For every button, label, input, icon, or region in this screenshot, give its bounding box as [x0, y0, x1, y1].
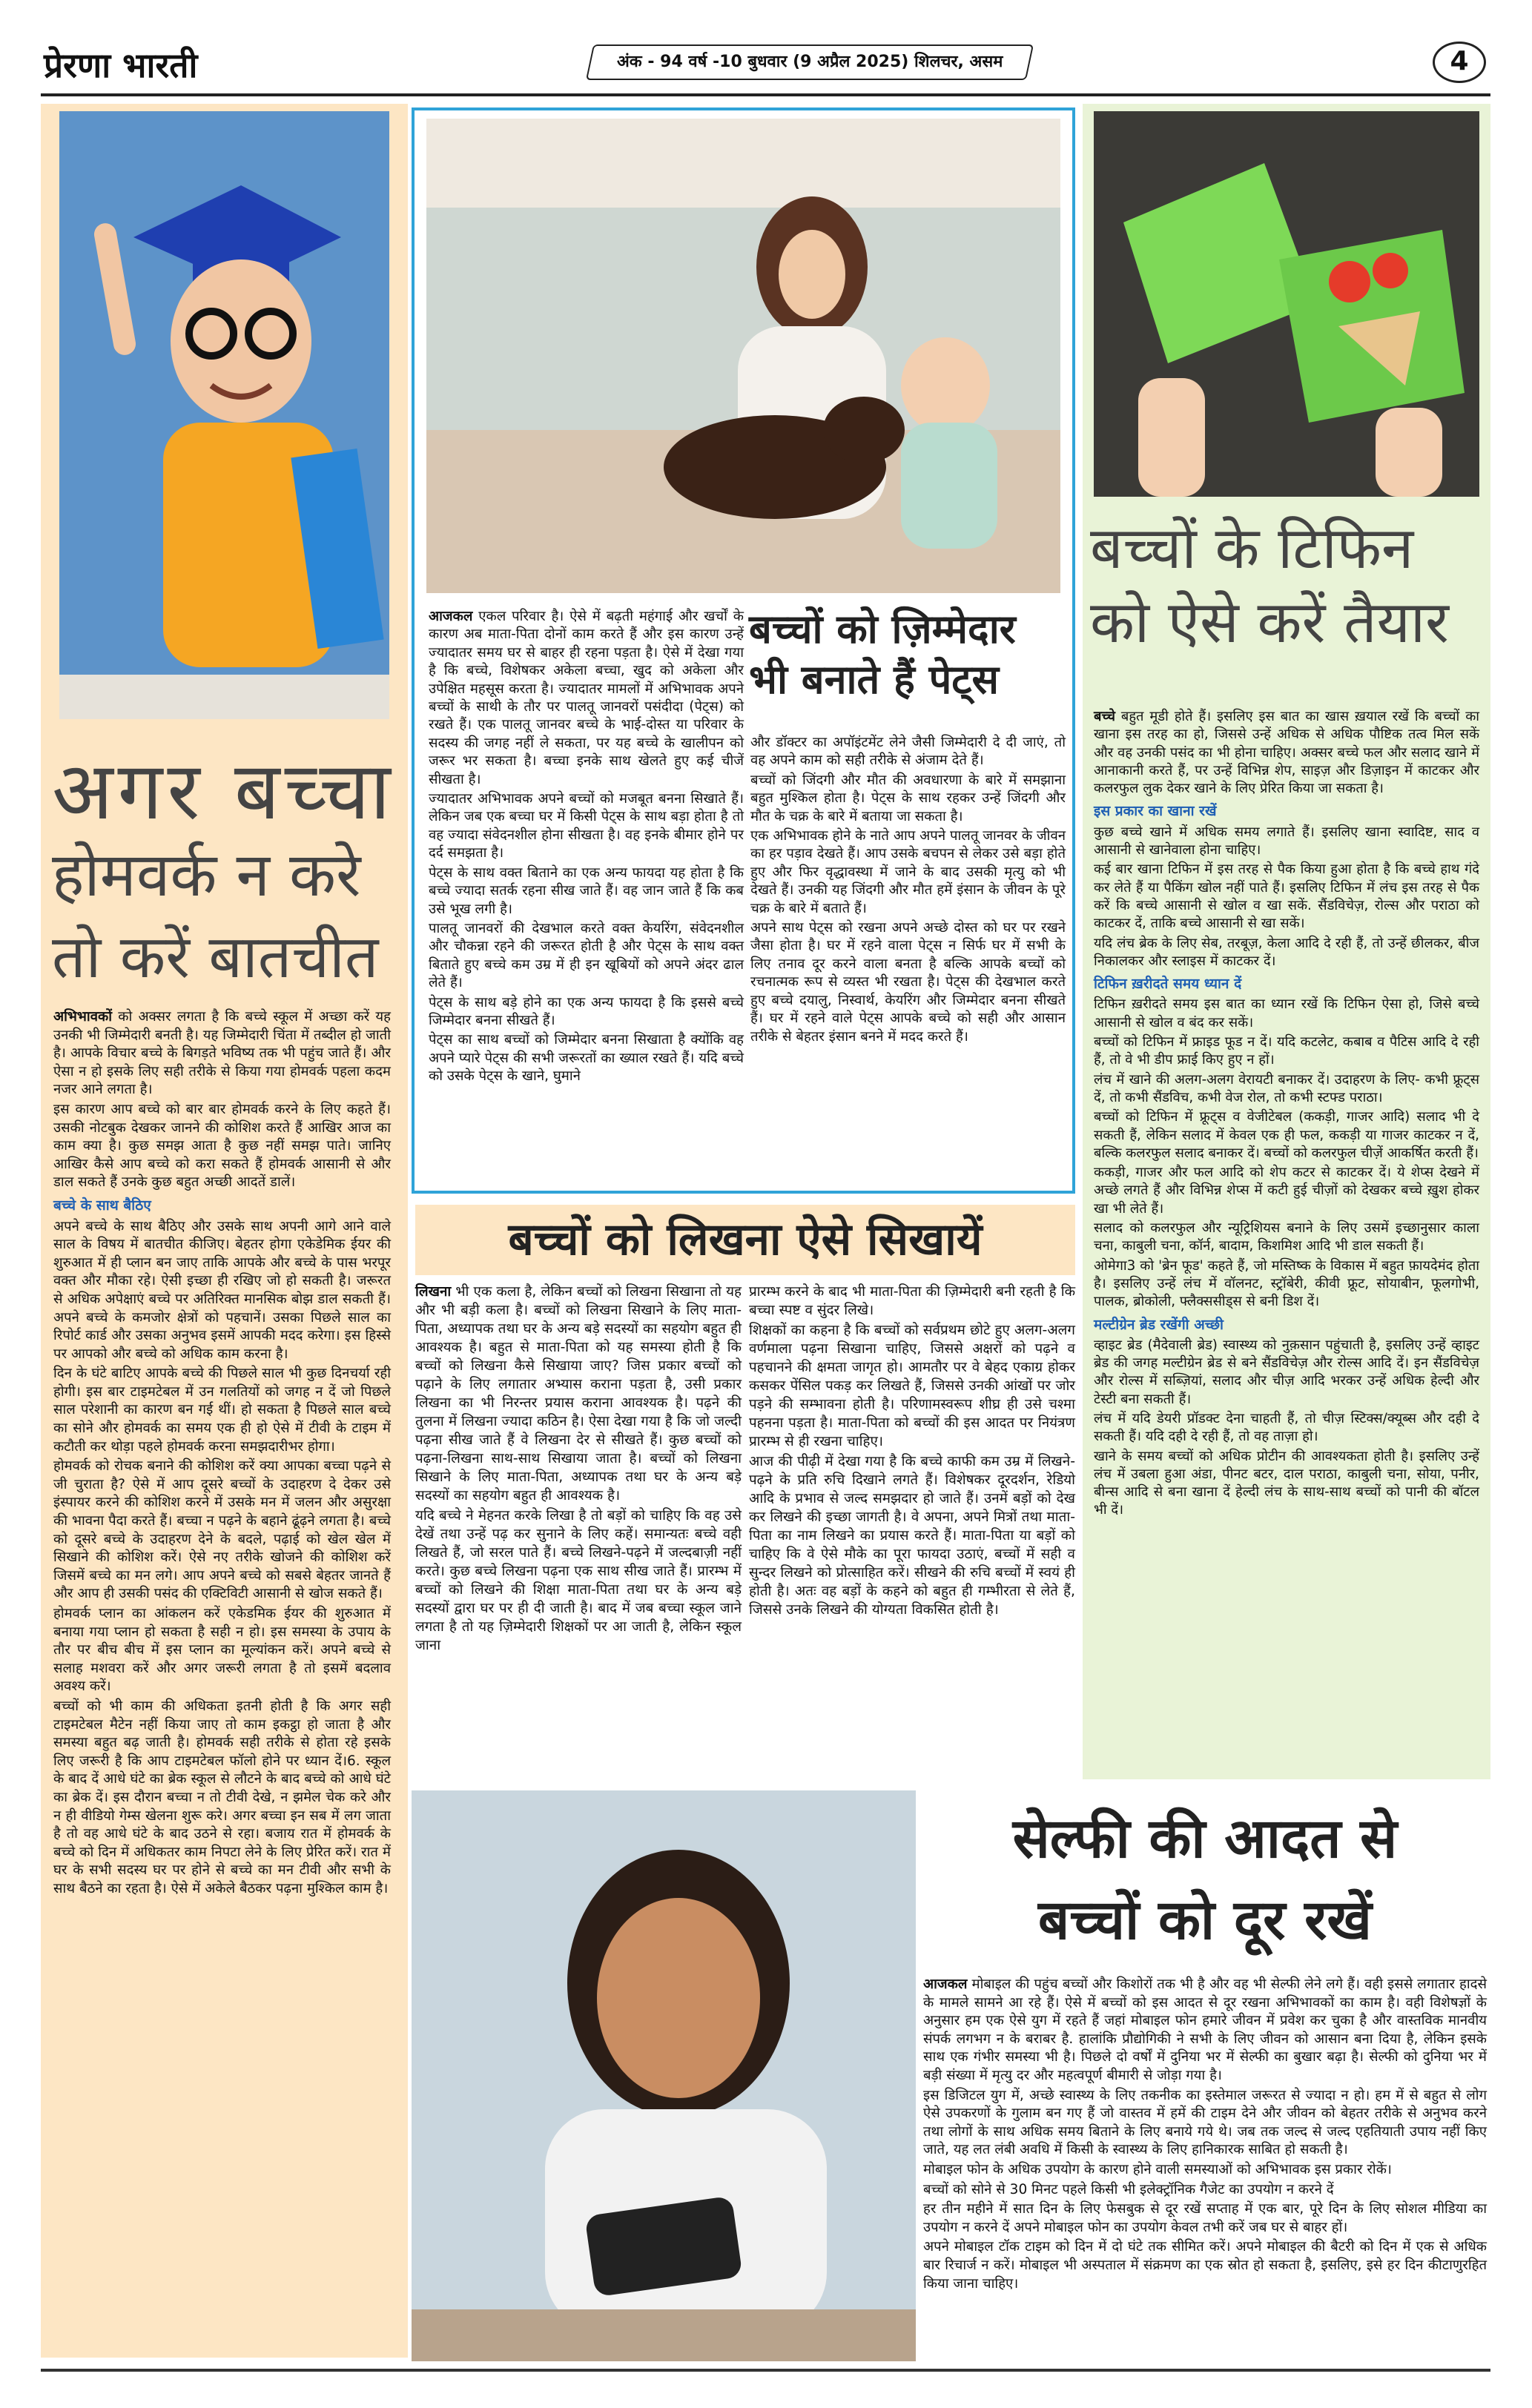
homework-headline-line-3: तो करें बातचीत	[52, 922, 379, 991]
masthead	[41, 37, 1490, 96]
issue-info: अंक - 94 वर्ष -10 बुधवार (9 अप्रैल 2025) शिलचर, असम	[586, 44, 1034, 80]
tiffin-box-photo	[1094, 111, 1479, 497]
homework-lead-word: अभिभावकों	[53, 1009, 113, 1025]
tiffin-subhead-1: इस प्रकार का खाना रखें	[1094, 803, 1217, 820]
homework-headline-line-1: अगर बच्चा	[52, 745, 395, 838]
homework-headline-line-2: होमवर्क न करे	[52, 840, 361, 910]
newspaper-title: प्रेरणा भारती	[44, 45, 198, 85]
graduate-boy-photo	[59, 111, 389, 719]
selfie-headline-line-2: बच्चों को दूर रखें	[1038, 1888, 1372, 1952]
pets-headline-line-2: भी बनाते हैं पेट्स	[749, 656, 999, 703]
tiffin-illustration	[1094, 111, 1479, 497]
tiffin-body: बच्चे बहुत मूडी होते हैं। इसलिए इस बात का खास ख़याल रखें कि बच्चों का खाना इस तरह का हो, जिससे उन्हें अधिक से अधिक पौष्टिक तत्व मिल सकें और वह उनकी पसंद का भी होना चाहिए। अक्सर बच्चे फल और सलाद खाने में आनाकानी करते हैं, पर उन्हें विभिन्न शेप, साइज़ और डिज़ाइन में काटकर और कलरफुल लुक देकर खाने के लिए प्रेरित किया जा सकता है। इस प्रकार का खाना रखें कुछ बच्चे खाने में अधिक समय लगाते हैं। इसलिए खाना स्वादिष्ट, साद व आसानी से खानेवाला होना चाहिए। कई बार खाना टिफिन में इस तरह से पैक किया हुआ होता है कि बच्चे हाथ गंदे कर लेते हैं या पैकिंग खोल नहीं पाते हैं। इसलिए टिफिन में लंच इस तरह से पैक करें कि बच्चे आसानी से खोल व खा सकें. सैंडविचेज़, रोल्स और पराठा को काटकर दें, ताकि बच्चे आसानी से खा सकें। यदि लंच ब्रेक के लिए सेब, तरबूज़, केला आदि दे रही हैं, तो उन्हें छीलकर, बीज निकालकर और स्लाइस में काटकर दें। टिफिन ख़रीदते समय ध्यान दें टिफिन ख़रीदते समय इस बात का ध्यान रखें कि टिफिन ऐसा हो, जिसे बच्चे आसानी से खोल व बंद कर सकें। बच्चों को टिफिन में फ्राइड फूड न दें। यदि कटलेट, कबाब व पैटिस आदि दे रही हैं, तो वे भी डीप फ्राई किए हुए न हों। लंच में खाने की अलग-अलग वेरायटी बनाकर दें। उदाहरण के लिए- कभी फ्रूट्स दें, तो कभी सैंडविच, कभी वेज रोल, तो कभी स्टफ्ड पराठा। बच्चों को टिफिन में फ्रूट्स व वेजीटेबल (ककड़ी, गाजर आदि) सलाद भी दे सकती हैं, लेकिन सलाद में केवल एक ही फल, ककड़ी या गाजर काटकर न दें, बल्कि कलरफुल सलाद बनाकर दें। बच्चों को कलरफुल चीज़ें आकर्षित करती हैं। ककड़ी, गाजर और फल आदि को शेप कटर से काटकर दें। ये शेप्स देखने में अच्छे लगते हैं और विभिन्न शेप्स में कटी हुई चीज़ों को देखकर बच्चे ख़ुश होकर खा भी लेते हैं। सलाद को कलरफुल और न्यूट्रिशियस बनाने के लिए उसमें इच्छानुसार काला चना, काबुली चना, कॉर्न, बादाम, किशमिश आदि भी डाल सकती हैं। ओमेगा3 को 'ब्रेन फूड' कहते हैं, जो मस्तिष्क के विकास में बहुत फ़ायदेमंद होता है। इसलिए उन्हें लंच में वॉलनट, स्ट्रॉबेरी, कीवी फ्रूट, सोयाबीन, फूलगोभी, पालक, ब्रोकोली, फ्लैक्ससीड्स से बनी डिश दें। मल्टीग्रेन ब्रेड रखेंगी अच्छी व्हाइट ब्रेड (मैदेवाली ब्रेड) स्वास्थ्य को नुक़सान पहुंचाती है, इसलिए उन्हें व्हाइट ब्रेड की जगह मल्टीग्रेन ब्रेड से बने सैंडविचेज़ और रोल्स आदि दें। इन सैंडविचेज़ और रोल्स में सब्ज़ियां, सलाद और चीज़ आदि भरकर उन्हें अधिक हेल्दी और टेस्टी बना सकती हैं। लंच में यदि डेयरी प्रॉडक्ट देना चाहती हैं, तो चीज़ स्टिक्स/क्यूब्स और दही दे सकती हैं। यदि दही दे रही हैं, तो वह ताज़ा हो। खाने के समय बच्चों को अधिक प्रोटीन की आवश्यकता होती है। इसलिए उन्हें लंच में उबला हुआ अंडा, पीनट बटर, दाल पराठा, काबुली चना, सोया, पनीर, बीन्स आदि से बना खाना दें हेल्दी लंच के साथ-साथ बच्चों को पानी की बॉटल भी दें।	[1094, 709, 1479, 1518]
tiffin-subhead-3: मल्टीग्रेन ब्रेड रखेंगी अच्छी	[1094, 1316, 1224, 1333]
pets-illustration	[426, 119, 1060, 593]
selfie-headline	[919, 1798, 1490, 1961]
writing-headline: बच्चों को लिखना ऐसे सिखायें	[415, 1205, 1075, 1275]
woman-child-dog-photo	[426, 119, 1060, 593]
girl-with-phone-photo	[412, 1790, 916, 2361]
tiffin-subhead-2: टिफिन ख़रीदते समय ध्यान दें	[1094, 976, 1242, 993]
pets-headline-line-1: बच्चों को ज़िम्मेदार	[749, 606, 1016, 652]
tiffin-headline-line-1: बच्चों के टिफिन	[1090, 515, 1414, 582]
selfie-headline-line-1: सेल्फी की आदत से	[1012, 1807, 1398, 1870]
pets-headline	[749, 604, 1068, 705]
selfie-body: आजकल मोबाइल की पहुंच बच्चों और किशोरों तक भी है और वह भी सेल्फी लेने लगे हैं। वही इससे लगातार हादसे के मामले सामने आ रहे हैं। ऐसे में बच्चों को इस आदत से दूर रखना अभिभावकों का काम है। वही विशेषज्ञों के अनुसार हम एक ऐसे युग में रहते हैं जहां मोबाइल फोन हमारे जीवन में प्रवेश कर चुका है और वास्तविक मानवीय संपर्क लगभग न के बराबर है. हालांकि प्रौद्योगिकी ने सभी के लिए जीवन को आसान बना दिया है, लेकिन इसके साथ एक गंभीर समस्या भी है। पिछले दो वर्षों में दुनिया भर में सेल्फी का बुखार बढ़ा है। सेल्फी को दुनिया भर में बड़ी संख्या में मृत्यु दर और महत्वपूर्ण बीमारी से जोड़ा गया है। इस डिजिटल युग में, अच्छे स्वास्थ्य के लिए तकनीक का इस्तेमाल जरूरत से ज्यादा न हो। हम में से बहुत से लोग ऐसे उपकरणों के गुलाम बन गए हैं जो वास्तव में हमें की टाइम देने और जीवन को बेहतर तरीके से अनुभव करने तथा लोगों के साथ अधिक समय बिताने के लिए बनाये गये थे। जब तक जल्द से जल्द एहतियाती उपाय नहीं किए जाते, यह लत लंबी अवधि में किसी के स्वास्थ्य के लिए हानिकारक साबित हो सकती है। मोबाइल फोन के अधिक उपयोग के कारण होने वाली समस्याओं को अभिभावक इस प्रकार रोकें। बच्चों को सोने से 30 मिनट पहले किसी भी इलेक्ट्रॉनिक गैजेट का उपयोग न करने दें हर तीन महीने में सात दिन के लिए फेसबुक से दूर रखें सप्ताह में एक बार, पूरे दिन के लिए सोशल मीडिया का उपयोग न करने दें अपने मोबाइल फोन का उपयोग केवल तभी करें जब घर से बाहर हों। अपने मोबाइल टॉक टाइम को दिन में दो घंटे तक सीमित करें। अपने मोबाइल की बैटरी को दिन में एक से अधिक बार रिचार्ज न करें। मोबाइल भी अस्पताल में संक्रमण का एक स्रोत हो सकता है, इसलिए, इसे हर दिन कीटाणुरहित किया जाना चाहिए।	[923, 1977, 1487, 2292]
writing-body-col1: लिखना भी एक कला है, लेकिन बच्चों को लिखना सिखाना तो यह और भी बड़ी कला है। बच्चों को लिखना सिखाने के लिए माता-पिता, अध्यापक तथा घर के अन्य बड़े सदस्यों का सहयोग बहुत ही आवश्यक है। बहुत से माता-पिता को यह समस्या होती है कि बच्चों को लिखना कैसे सिखाया जाए? जिस प्रकार बच्चों को पढ़ाने के लिए लगातार अभ्यास कराना पड़ता है, उसी प्रकार लिखना का भी निरन्तर प्रयास कराना आवश्यक है। पढ़ने की तुलना में लिखना ज्यादा कठिन है। ऐसा देखा गया है कि जो जल्दी पढ़ना सीख जाते हैं वे लिखना देर से सीखते हैं। कुछ बच्चों को पढ़ना-लिखना साथ-साथ सिखाया जाता है। बच्चों को लिखना सिखाने के लिए माता-पिता, अध्यापक तथा घर के अन्य बड़े सदस्यों का सहयोग बहुत ही आवश्यक है। यदि बच्चे ने मेहनत करके लिखा है तो बड़ों को चाहिए कि वह उसे देखें तथा उन्हें पढ़ कर सुनाने के लिए कहें। समान्यतः बच्चे वही लिखते हैं, जो सरल पाते हैं। बच्चे लिखने-पढ़ने में जल्दबाज़ी नहीं करते। कुछ बच्चे लिखना पढ़ना एक साथ सीख जाते हैं। प्रारम्भ में बच्चों को लिखने की शिक्षा माता-पिता तथा घर के अन्य बड़े सदस्यों द्वारा घर पर ही दी जाती है। बाद में जब बच्चा स्कूल जाने लगता है तो यह ज़िम्मेदारी शिक्षकों पर आ जाती है, लेकिन स्कूल जाना	[415, 1284, 742, 1653]
writing-body-col2: प्रारम्भ करने के बाद भी माता-पिता की ज़िम्मेदारी बनी रहती है कि बच्चा स्पष्ट व सुंदर लिखे। शिक्षकों का कहना है कि बच्चों को सर्वप्रथम छोटे हुए अलग-अलग वर्णमाला पढ़ना सिखाना चाहिए, जिससे अक्षरों को पढ़ने व पहचानने की क्षमता जागृत हो। आमतौर पर वे बेहद एकाग्र होकर कसकर पेंसिल पकड़ कर लिखते हैं, जिससे उनकी आंखों पर जोर पड़ने की सम्भावना होती है। परिणामस्वरूप शीघ्र ही उसे चश्मा पहनना पड़ता है। माता-पिता को बच्चों की इस आदत पर नियंत्रण प्रारम्भ से ही रखना चाहिए। आज की पीढ़ी में देखा गया है कि बच्चे काफी कम उम्र में लिखने-पढ़ने के प्रति रुचि दिखाने लगते हैं। विशेषकर दूरदर्शन, रेडियो आदि के प्रभाव से जल्द समझदार हो जाते हैं। उनमें बड़ों को देख कर लिखने की इच्छा जागती है। वे अपना, अपने मित्रों तथा माता-पिता का नाम लिखने का प्रयास करते हैं। माता-पिता या बड़ों को चाहिए कि वे ऐसे मौके का पूरा फायदा उठाएं, बच्चों में सही व सुन्दर लिखने को प्रोत्साहित करें। सीखने की रुचि बच्चों में स्वयं ही होती है। अतः वह बड़ों के कहने को बहुत ही गम्भीरता से लेते हैं, जिससे उनके लिखने की योग्यता विकसित होती है।	[749, 1284, 1075, 1618]
boy-illustration	[59, 111, 389, 719]
pets-body-col1: आजकल एकल परिवार है। ऐसे में बढ़ती महंगाई और खर्चों के कारण अब माता-पिता दोनों काम करते हैं और इस कारण उन्हें ज्यादातर समय घर से बाहर ही रहना पड़ता है। ऐसे में देखा गया है कि बच्चे, विशेषकर अकेला बच्चा, खुद को अकेला और उपेक्षित महसूस करता है। ज्यादातर मामलों में अभिभावक अपने बच्चों के साथी के तौर पर पालतू जानवरों पसंदीदा (पेट्स) को रखते हैं। एक पालतू जानवर बच्चे के भाई-दोस्त या परिवार के सदस्य की जगह नहीं ले सकता, पर यह बच्चे के खालीपन को जरूर भर सकता है। बच्चा इनके साथ खेलते हुए कई चीजें सीखता है। ज्यादातर अभिभावक अपने बच्चों को मजबूत बनना सिखाते हैं। लेकिन जब एक बच्चा घर में किसी पेट्स के साथ बड़ा होता है तो वह ज्यादा संवेदनशील होना सीखता है। वह इनके बीमार होने पर दर्द समझता है। पेट्स के साथ वक्त बिताने का एक अन्य फायदा यह होता है कि बच्चे ज्यादा सतर्क रहना सीख जाते हैं। वह जान जाते हैं कि कब उसे भूख लगी है। पालतू जानवरों की देखभाल करते वक्त केयरिंग, संवेदनशील और चौकन्ना रहने की जरूरत होती है और पेट्स के साथ वक्त बिताते हुए बच्चे कम उम्र में ही इन खूबियों को अपने अंदर ढाल लेते हैं। पेट्स के साथ बड़े होने का एक अन्य फायदा है कि इससे बच्चे जिम्मेदार बनना सीखते हैं। पेट्स का साथ बच्चों को जिम्मेदार बनना सिखाता है क्योंकि वह अपने प्यारे पेट्स की सभी जरूरतों का ख्याल रखते हैं। यदि बच्चे को उसके पेट्स के खाने, घुमाने	[429, 609, 744, 1085]
page-number: 4	[1433, 42, 1486, 83]
homework-subhead: बच्चे के साथ बैठिए	[53, 1197, 151, 1214]
selfie-illustration	[412, 1790, 916, 2361]
tiffin-headline-line-2: को ऐसे करें तैयार	[1090, 589, 1449, 656]
homework-headline	[52, 745, 400, 998]
pets-body-col2: और डॉक्टर का अपॉइंटमेंट लेने जैसी जिम्मेदारी दे दी जाएं, तो वह अपने काम को सही तरीके से अंजाम देते हैं। बच्चों को जिंदगी और मौत की अवधारणा के बारे में समझाना बहुत मुश्किल होता है। पेट्स के साथ रहकर उन्हें जिंदगी और मौत के चक्र के बारे में बताया जा सकता है। एक अभिभावक होने के नाते आप अपने पालतू जानवर के जीवन का हर पड़ाव देखते हैं। आप उसके बचपन से लेकर उसे बड़ा होते हुए और फिर वृद्धावस्था में जाने के बाद उसकी मृत्यु को भी देखते हैं। उनकी यह जिंदगी और मौत हमें इंसान के जीवन के पूरे चक्र के बारे में बताते हैं। अपने साथ पेट्स को रखना अपने अच्छे दोस्त को घर पर रखने जैसा होता है। घर में रहने वाला पेट्स न सिर्फ घर में सभी के लिए तनाव दूर करने वाला बनता है बल्कि आपके बच्चों को रचनात्मक रूप से व्यस्त भी रखता है। पेट्स की देखभाल करते हुए बच्चे दयालु, निस्वार्थ, केयरिंग और जिम्मेदार बनना सीखते हैं। घर में रहने वाले पेट्स आपके बच्चे को सही और आसान तरीके से बेहतर इंसान बनने में मदद करते हैं।	[750, 735, 1066, 1045]
bottom-rule	[41, 2369, 1490, 2372]
tiffin-headline	[1090, 512, 1483, 660]
homework-body: अभिभावकों को अक्सर लगता है कि बच्चे स्कूल में अच्छा करें यह उनकी भी जिम्मेदारी बनती है। यह जिम्मेदारी चिंता में तब्दील हो जाती है। आपके विचार बच्चे के बिगड़ते भविष्य तक भी पहुंच जाते हैं। और ऐसा न हो इसके लिए सही तरीके से किया गया होमवर्क पहला कदम नजर आने लगता है। इस कारण आप बच्चे को बार बार होमवर्क करने के लिए कहते हैं। उसकी नोटबुक देखकर जानने की कोशिश करते हैं आखिर आज का काम क्या है। कुछ समझ आता है कुछ नहीं समझ पाते। जानिए आखिर कैसे आप बच्चे को करा सकते हैं होमवर्क आसानी से और डाल सकते हैं उनके कुछ बहुत अच्छी आदतें डालें। बच्चे के साथ बैठिए अपने बच्चे के साथ बैठिए और उसके साथ अपनी आगे आने वाले साल के विषय में बातचीत कीजिए। बेहतर होगा एकेडेमिक ईयर की शुरुआत में ही प्लान बन जाए ताकि आपके और बच्चे के पास भरपूर वक्त और मौका रहे। ऐसी इच्छा ही रखिए जो हो सकती है। जरूरत से अधिक अपेक्षाएं बच्चे पर अतिरिक्त मानसिक बोझ डाल सकती हैं। अपने बच्चे के कमजोर क्षेत्रों को पहचानें। उसका पिछले साल का रिपोर्ट कार्ड और उसका अनुभव इसमें आपकी मदद करेगा। इस हिस्से पर आपको और बच्चे को अधिक काम करना है। दिन के घंटे बाटिए आपके बच्चे की पिछले साल भी कुछ दिनचर्या रही होगी। इस बार टाइमटेबल में उन गलतियों को जगह न दें जो पिछले साल परेशानी का कारण बन गई थीं। हो सकता है पिछले साल बच्चे का सोने और होमवर्क का समय एक ही हो ऐसे में टीवी के टाइम में कटौती कर थोड़ा पहले होमवर्क करना समझदारीभर होगा। होमवर्क को रोचक बनाने की कोशिश करें क्या आपका बच्चा पढ़ने से जी चुराता है? ऐसे में आप दूसरे बच्चों के उदाहरण दे देकर उसे इंस्पायर करने की कोशिश करने में उसके मन में जलन और असुरक्षा की भावना पैदा करते हैं। बच्चा न पढ़ने के बहाने ढूंढ़ने लगता है। बच्चे को दूसरे बच्चे के उदाहरण देने के बदले, पढ़ाई को खेल खेल में सिखाने की कोशिश करें। ऐसे नए तरीके खोजने की कोशिश करें जिसमें बच्चे का मन लगे। आप अपने बच्चे को सबसे बेहतर जानते हैं और आप ही उसकी पसंद की एक्टिविटी आसानी से खोज सकते हैं। होमवर्क प्लान का आंकलन करें एकेडमिक ईयर की शुरुआत में बनाया गया प्लान हो सकता है सही न हो। इस समस्या के उपाय के तौर पर बीच बीच में इस प्लान का मूल्यांकन करें। अपने बच्चे से सलाह मशवरा करें और अगर जरूरी लगता है तो इसमें बदलाव अवश्य करें। बच्चों को भी काम की अधिकता इतनी होती है कि अगर सही टाइमटेबल मैटेन नहीं किया जाए तो काम इकट्ठा हो जाता है और समस्या बहुत बढ़ जाती है। होमवर्क सही तरीके से होता रहे इसके लिए जरूरी है कि आप टाइमटेबल फॉलो होने पर ध्यान दें।6. स्कूल के बाद दें आधे घंटे का ब्रेक स्कूल से लौटने के बाद बच्चे को आधे घंटे का ब्रेक दें। इस दौरान बच्चा न तो टीवी देखे, न झमेल चेक करे और न ही वीडियो गेम्स खेलना शुरू करे। अगर बच्चा इन सब में लग जाता है तो वह आधे घंटे के बाद उठने से रहा। बजाय रात में होमवर्क के बच्चे को दिन में अधिकतर काम निपटा लेने के लिए प्रेरित करें। रात में घर के सभी सदस्य घर पर होने से बच्चे का मन टीवी और सभी के साथ बैठने का रहता है। ऐसे में अकेले बैठकर पढ़ना मुश्किल काम है।	[53, 1009, 391, 1896]
